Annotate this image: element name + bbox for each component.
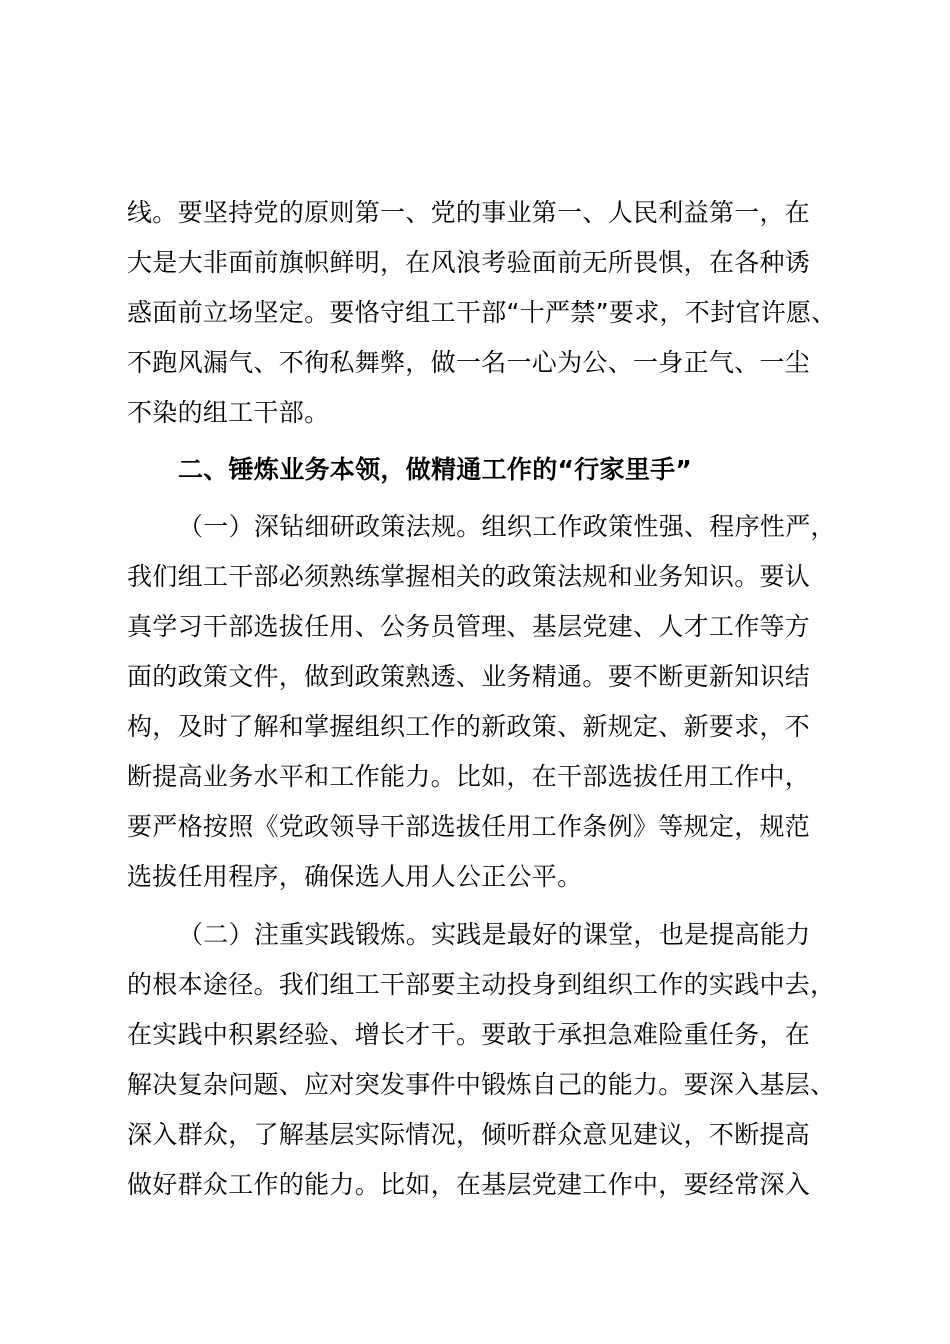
text-line: 我们组工干部必须熟练掌握相关的政策法规和业务知识。要认	[127, 562, 811, 591]
text-line: 大是大非面前旗帜鲜明，在风浪考验面前无所畏惧，在各种诱	[127, 248, 811, 277]
text-line: 的根本途径。我们组工干部要主动投身到组织工作的实践中去，	[127, 970, 836, 999]
paragraph-first-line: （一）深钻细研政策法规。组织工作政策性强、程序性严，	[178, 512, 836, 541]
text-line: 做好群众工作的能力。比如，在基层党建工作中，要经常深入	[127, 1170, 811, 1199]
text-line: 解决复杂问题、应对突发事件中锻炼自己的能力。要深入基层、	[127, 1070, 836, 1099]
paragraph-first-line: （二）注重实践锻炼。实践是最好的课堂，也是提高能力	[178, 920, 811, 949]
text-line: 惑面前立场坚定。要恪守组工干部“十严禁”要求，不封官许愿、	[127, 298, 837, 327]
text-line: 在实践中积累经验、增长才干。要敢于承担急难险重任务，在	[127, 1020, 811, 1049]
text-line: 不染的组工干部。	[127, 398, 330, 427]
text-line: 不跑风漏气、不徇私舞弊，做一名一心为公、一身正气、一尘	[127, 348, 811, 377]
text-line: 面的政策文件，做到政策熟透、业务精通。要不断更新知识结	[127, 662, 811, 691]
text-line: 深入群众，了解基层实际情况，倾听群众意见建议，不断提高	[127, 1120, 811, 1149]
section-heading: 二、锤炼业务本领，做精通工作的“行家里手”	[178, 455, 693, 484]
text-line: 真学习干部选拔任用、公务员管理、基层党建、人才工作等方	[127, 612, 811, 641]
text-line: 要严格按照《党政领导干部选拔任用工作条例》等规定，规范	[127, 812, 811, 841]
text-line: 选拔任用程序，确保选人用人公正公平。	[127, 862, 583, 891]
text-line: 线。要坚持党的原则第一、党的事业第一、人民利益第一，在	[127, 198, 811, 227]
text-line: 断提高业务水平和工作能力。比如，在干部选拔任用工作中，	[127, 762, 811, 791]
text-line: 构，及时了解和掌握组织工作的新政策、新规定、新要求，不	[127, 712, 811, 741]
